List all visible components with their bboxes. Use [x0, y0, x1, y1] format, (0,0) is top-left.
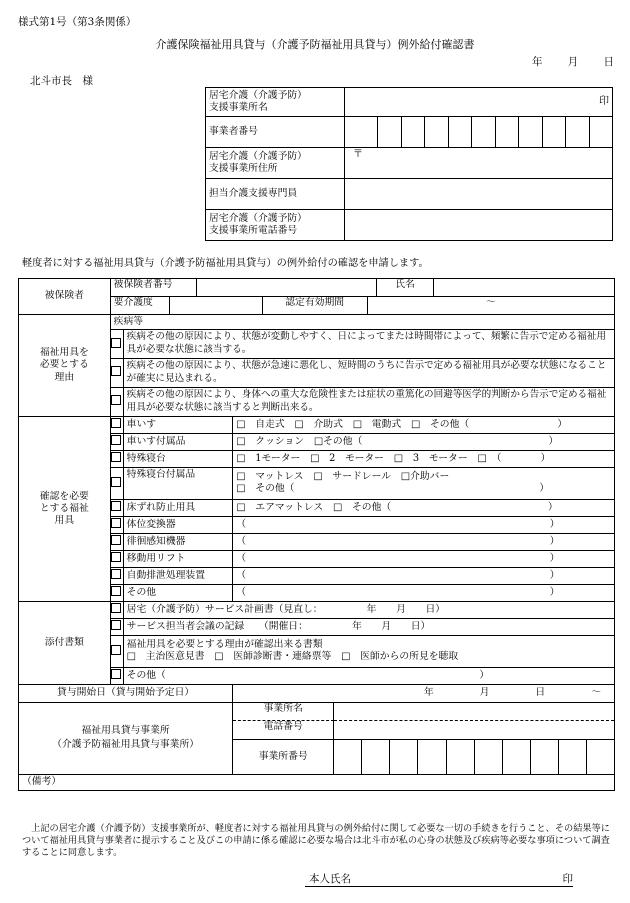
remarks-field[interactable]	[19, 774, 615, 790]
year-label: 年	[532, 56, 543, 68]
care-level-field[interactable]	[170, 297, 263, 314]
equipment-checkbox-10[interactable]	[110, 584, 123, 601]
attachment-item-3[interactable]: 福祉用具を必要とする理由が確認出来る書類 □ 主治医意見書 □ 医師診断書・連絡票等 □ 医師からの所見を聴取	[123, 635, 614, 667]
period-sep: ～	[485, 297, 496, 308]
office-address-label: 居宅介護（介護予防） 支援事業所住所	[206, 148, 345, 179]
vendor-name-label: 事業所名	[233, 703, 334, 721]
equipment-detail-2[interactable]: □ クッション □その他（ ）	[233, 433, 615, 450]
equipment-checkbox-7[interactable]	[110, 533, 123, 550]
month-label: 月	[567, 56, 579, 68]
equipment-detail-9[interactable]: （ ）	[233, 567, 615, 584]
insured-name-label: 氏名	[377, 279, 434, 296]
equipment-checkbox-6[interactable]	[110, 516, 123, 533]
attachment-checkbox-4[interactable]	[110, 667, 123, 684]
equipment-name-6: 体位変換器	[123, 516, 233, 533]
attachment-checkbox-1[interactable]	[110, 601, 123, 618]
equipment-checkbox-4[interactable]	[110, 467, 123, 499]
form-number: 様式第1号（第3条関係）	[18, 16, 137, 28]
care-level-label: 要介護度	[111, 297, 170, 314]
equipment-checkbox-3[interactable]	[110, 450, 123, 467]
insured-number-field[interactable]	[197, 279, 377, 296]
attachment-item-2[interactable]: サービス担当者会議の記録 （開催日： 年 月 日）	[123, 618, 614, 635]
office-phone-label: 居宅介護（介護予防） 支援事業所電話番号	[206, 210, 345, 241]
consent-text: 上記の居宅介護（介護予防）支援事業所が、軽度者に対する福祉用具貸与の例外給付に関して必要な一切の手続きを行うこと、その結果等について福祉用具貸与事業者に提示すること及びこの申請に係る確認に必要な場合は北斗市が私の心身の状態及び疾病等必要な事項について調査することに同意します。	[22, 823, 610, 858]
insured-section-label: 被保険者	[19, 279, 111, 315]
attachment-checkbox-3[interactable]	[110, 635, 123, 667]
date-fields	[532, 56, 614, 69]
office-name-field[interactable]	[345, 88, 613, 117]
period-label: 認定有効期間	[263, 297, 368, 314]
office-address-field[interactable]	[345, 148, 613, 179]
rental-range-sep: ～	[591, 687, 601, 699]
office-number-label: 事業者番号	[206, 117, 345, 148]
request-text: 軽度者に対する福祉用具貸与（介護予防福祉用具貸与）の例外給付の確認を申請します。	[22, 258, 429, 269]
reason-section-label: 福祉用具を 必要とする 理由	[19, 315, 111, 417]
page-title: 介護保険福祉用具貸与（介護予防福祉用具貸与）例外給付確認書	[155, 38, 475, 51]
equipment-detail-4[interactable]: □ マットレス □ サードレール □介助バー □ その他（ ）	[233, 467, 615, 499]
signature-label: 本人氏名	[309, 873, 351, 885]
seal-mark: 印	[599, 95, 609, 107]
equipment-checkbox-2[interactable]	[110, 433, 123, 450]
vendor-phone-label: 電話番号	[233, 721, 334, 739]
rental-month-label: 月	[479, 687, 490, 699]
equipment-name-7: 徘徊感知機器	[123, 533, 233, 550]
reason-checkbox-2[interactable]	[110, 359, 123, 388]
reason-checkbox-3[interactable]	[110, 387, 123, 416]
equipment-checkbox-1[interactable]	[110, 416, 123, 433]
reason-item-1: 疾病その他の原因により、状態が変動しやすく、日によってまたは時間帯によって、頻繁に告示で定める福祉用具が必要な状態に該当する。	[123, 330, 614, 359]
attachment-item-4[interactable]: その他（ ）	[123, 667, 614, 684]
remarks-label: （備考）	[22, 776, 62, 788]
signature-seal: 印	[562, 873, 573, 885]
rental-year-label: 年	[423, 687, 434, 699]
insured-name-field[interactable]	[434, 279, 614, 296]
equipment-name-8: 移動用リフト	[123, 550, 233, 567]
office-name-label: 居宅介護（介護予防） 支援事業所名	[206, 88, 345, 117]
equipment-checkbox-5[interactable]	[110, 499, 123, 516]
equipment-detail-5[interactable]: □ エアマットレス □ その他（ ）	[233, 499, 615, 516]
equipment-checkbox-9[interactable]	[110, 567, 123, 584]
rental-start-label: 貸与開始日（貸与開始予定日）	[19, 684, 233, 702]
attachments-section-label: 添付書類	[19, 601, 111, 684]
equipment-detail-10[interactable]: （ ）	[233, 584, 615, 601]
equipment-detail-6[interactable]: （ ）	[233, 516, 615, 533]
equipment-detail-1[interactable]: □ 自走式 □ 介助式 □ 電動式 □ その他（ ）	[233, 416, 615, 433]
equipment-name-2: 車いす付属品	[123, 433, 233, 450]
office-number-field[interactable]	[345, 117, 613, 148]
vendor-section-label: 福祉用具貸与事業所 （介護予防福祉用具貸与事業所）	[19, 702, 233, 774]
vendor-name-field[interactable]	[334, 703, 614, 721]
day-label: 日	[603, 56, 614, 68]
reason-checkbox-1[interactable]	[110, 330, 123, 359]
postal-mark: 〒	[353, 149, 363, 160]
vendor-number-field[interactable]	[334, 740, 614, 774]
reason-item-2: 疾病その他の原因により、状態が急速に悪化し、短時間のうちに告示で定める福祉用具が必要な状態になることが確実に見込まれる。	[123, 359, 614, 388]
office-table	[205, 87, 613, 241]
equipment-name-10: その他	[123, 584, 233, 601]
equipment-name-9: 自動排泄処理装置	[123, 567, 233, 584]
vendor-phone-field[interactable]	[334, 721, 614, 739]
vendor-number-label: 事業所番号	[233, 740, 334, 774]
signature-line[interactable]	[305, 873, 573, 887]
equipment-section-label: 確認を必要 とする福祉 用具	[19, 416, 111, 601]
attachment-checkbox-2[interactable]	[110, 618, 123, 635]
equipment-name-3: 特殊寝台	[123, 450, 233, 467]
attachment-item-1[interactable]: 居宅（介護予防）サービス計画書（見直し： 年 月 日）	[123, 601, 614, 618]
disease-field[interactable]	[110, 315, 614, 330]
equipment-name-5: 床ずれ防止用具	[123, 499, 233, 516]
disease-label: 疾病等	[113, 316, 144, 327]
equipment-name-4: 特殊寝台付属品	[123, 467, 233, 499]
manager-label: 担当介護支援専門員	[206, 179, 345, 210]
equipment-checkbox-8[interactable]	[110, 550, 123, 567]
equipment-detail-8[interactable]: （ ）	[233, 550, 615, 567]
manager-field[interactable]	[345, 179, 613, 210]
rental-day-label: 日	[535, 687, 546, 699]
equipment-detail-3[interactable]: □ 1モーター □ 2 モーター □ 3 モーター □ （ ）	[233, 450, 615, 467]
equipment-detail-7[interactable]: （ ）	[233, 533, 615, 550]
insured-number-label: 被保険者番号	[111, 279, 197, 296]
reason-item-3: 疾病その他の原因により、身体への重大な危険性または症状の重篤化の回避等医学的判断から告示で定める福祉用具が必要な状態に該当すると判断出来る。	[123, 387, 614, 416]
office-phone-field[interactable]	[345, 210, 613, 241]
equipment-name-1: 車いす	[123, 416, 233, 433]
main-table	[18, 278, 615, 791]
period-field[interactable]	[368, 297, 614, 314]
addressee: 北斗市長 様	[30, 75, 93, 87]
rental-start-field[interactable]	[233, 684, 615, 702]
